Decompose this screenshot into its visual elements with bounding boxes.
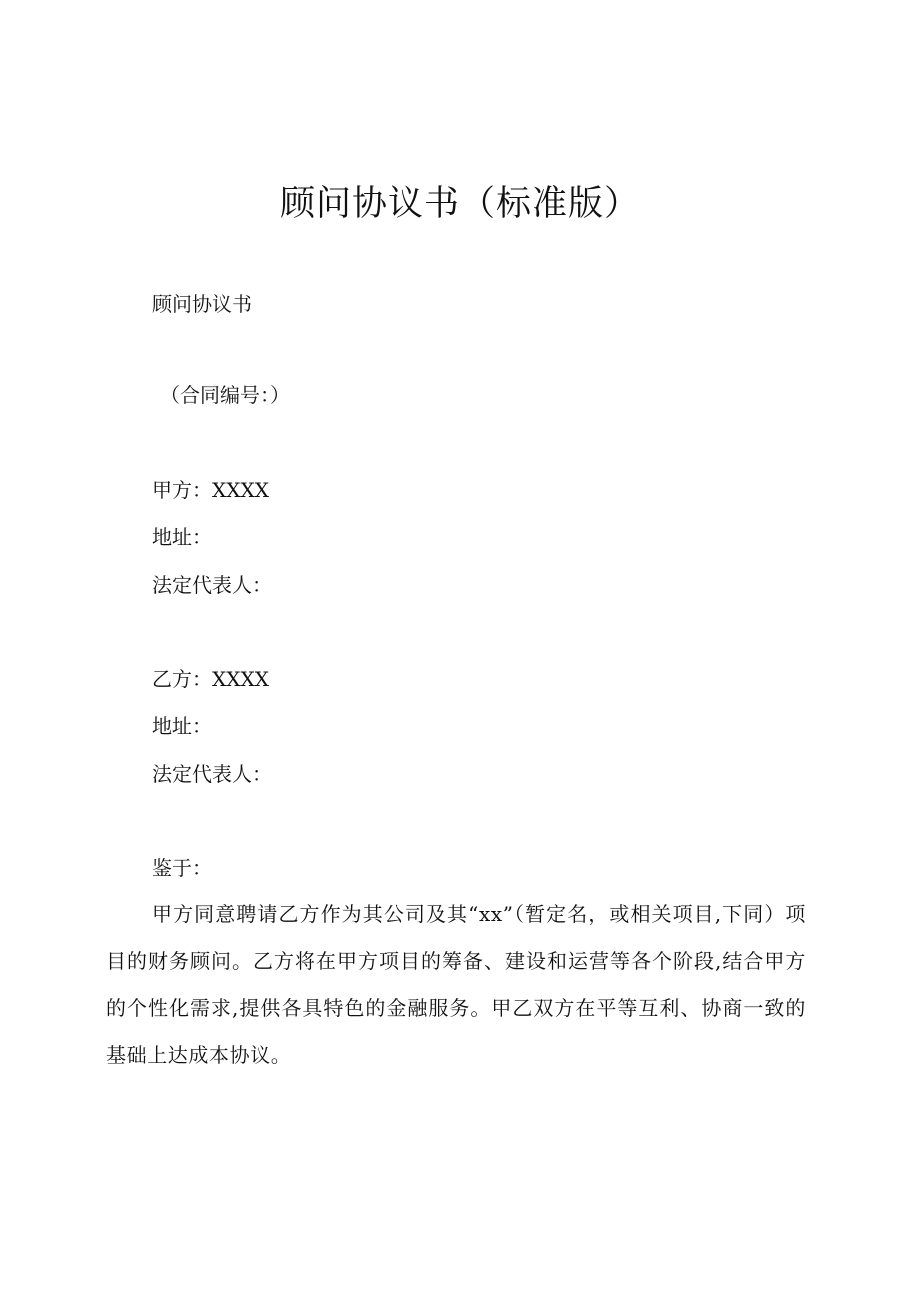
whereas-paragraph: 甲方同意聘请乙方作为其公司及其“xx”（暂定名，或相关项目,下同）项目的财务顾问。乙方将在甲方项目的筹备、建设和运营等各个阶段,结合甲方的个性化需求,提供各具特色的金融服务。甲乙双方在平等互利、协商一致的基础上达成本协议。 xyxy=(106,902,806,1067)
contract-number: （合同编号：） xyxy=(160,383,290,407)
document-subtitle: 顾问协议书 xyxy=(152,292,252,316)
party-b-name: 乙方：XXXX xyxy=(152,667,269,691)
party-a-representative: 法定代表人： xyxy=(152,573,272,597)
whereas-label: 鉴于： xyxy=(152,856,212,880)
party-b-address: 地址： xyxy=(152,714,212,738)
party-a-address: 地址： xyxy=(152,525,212,549)
document-title: 顾问协议书（标准版） xyxy=(279,184,640,224)
party-a-name: 甲方：XXXX xyxy=(152,478,269,502)
party-b-representative: 法定代表人： xyxy=(152,762,272,786)
